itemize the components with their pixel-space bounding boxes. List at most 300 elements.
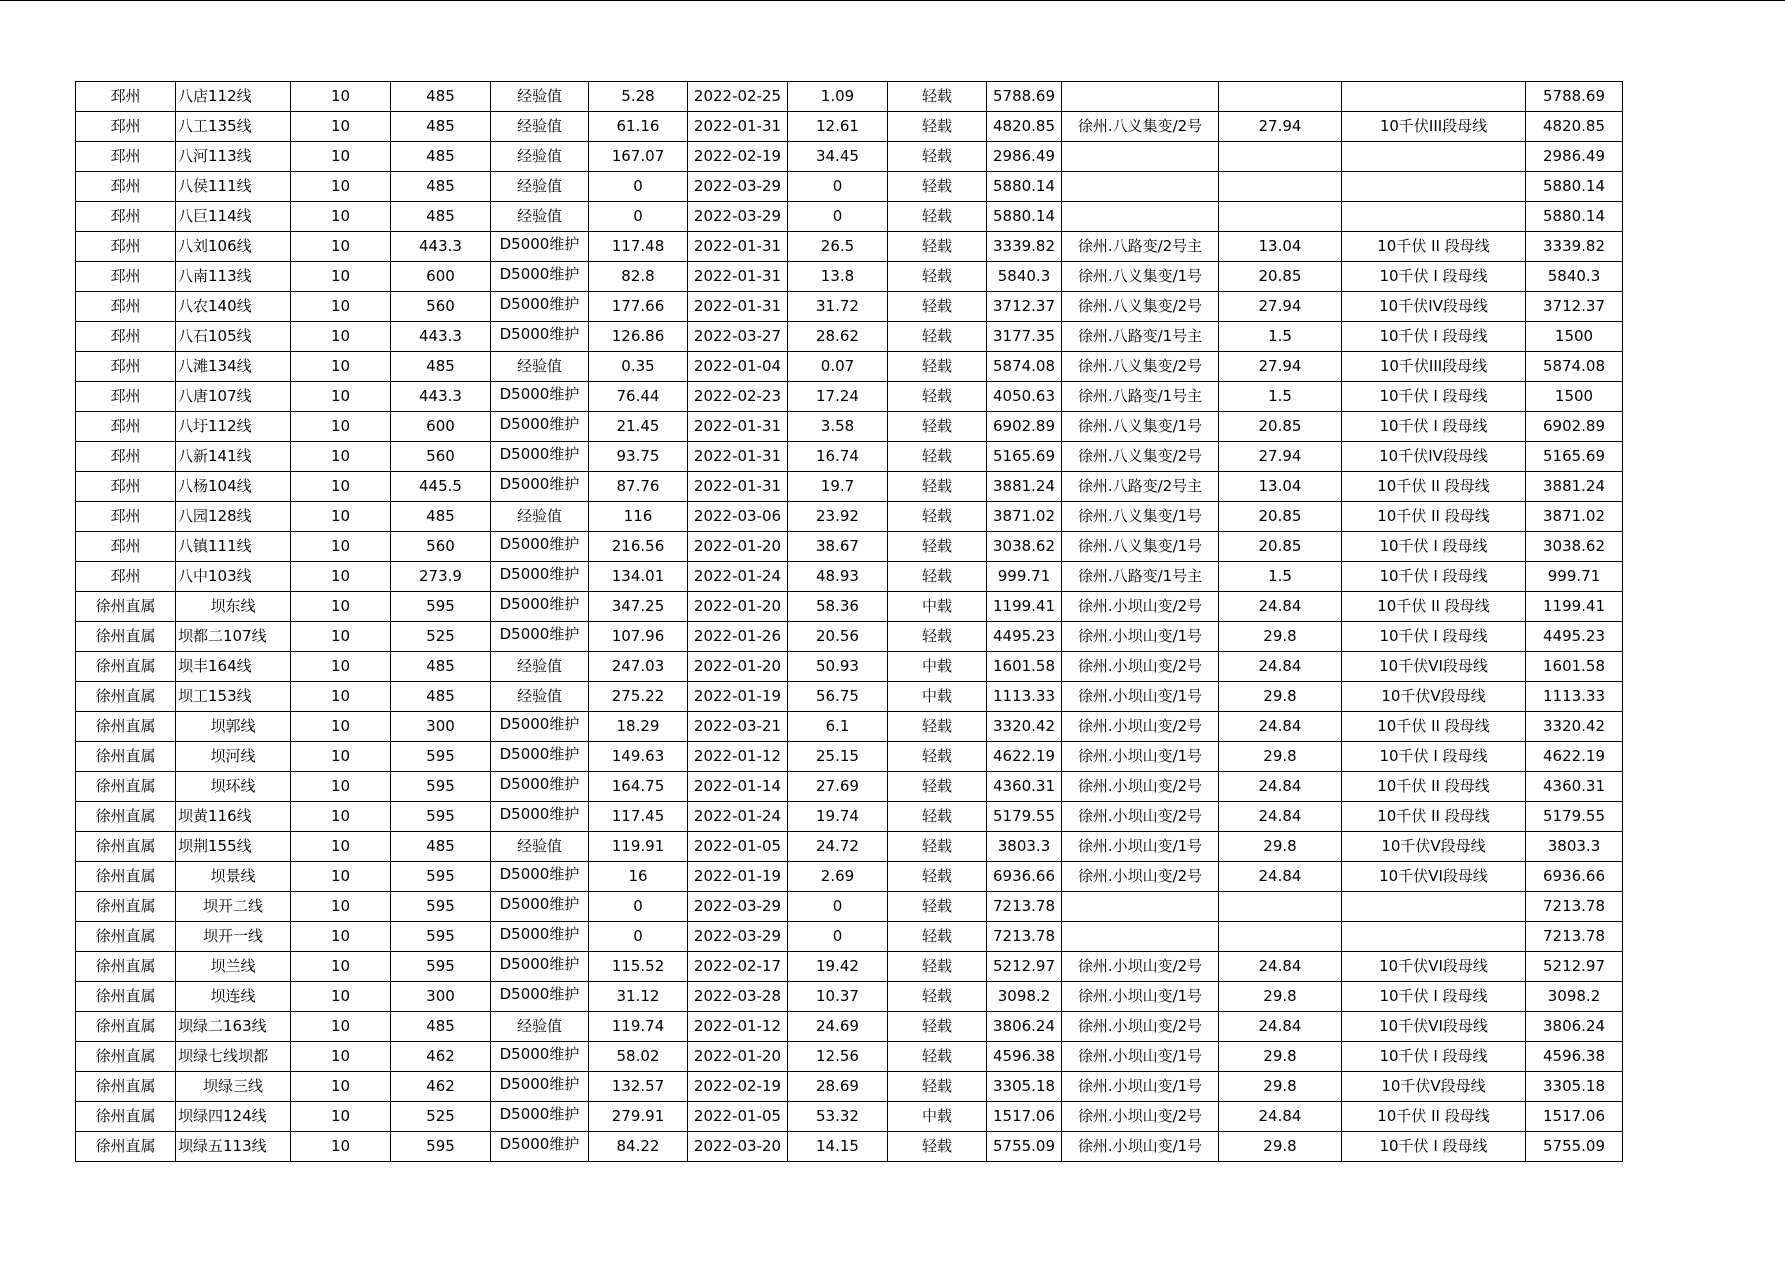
load-rate-cell: 25.15 — [788, 742, 888, 772]
available-capacity-cell: 3320.42 — [987, 712, 1062, 742]
district-cell: 徐州直属 — [76, 982, 176, 1012]
district-cell: 邳州 — [76, 112, 176, 142]
capacity-cell: 4360.31 — [1526, 772, 1623, 802]
district-cell: 徐州直属 — [76, 622, 176, 652]
load-status-cell: 轻载 — [888, 382, 987, 412]
date-cell: 2022-02-25 — [688, 82, 788, 112]
method-cell: D5000维护 — [491, 382, 589, 412]
current-cell: 0 — [589, 172, 688, 202]
capacity-cell: 3098.2 — [1526, 982, 1623, 1012]
voltage-cell: 10 — [291, 1042, 391, 1072]
table-row — [76, 952, 1623, 982]
busbar-cell: 10千伏 I 段母线 — [1342, 742, 1526, 772]
load-status-cell: 中载 — [888, 1102, 987, 1132]
substation-capacity-cell: 27.94 — [1219, 442, 1342, 472]
date-cell: 2022-02-23 — [688, 382, 788, 412]
available-capacity-cell: 5840.3 — [987, 262, 1062, 292]
district-cell: 邳州 — [76, 292, 176, 322]
substation-capacity-cell: 24.84 — [1219, 652, 1342, 682]
substation-cell — [1062, 892, 1219, 922]
table-row — [76, 292, 1623, 322]
load-rate-cell: 27.69 — [788, 772, 888, 802]
rated-current-cell: 273.9 — [391, 562, 491, 592]
line-name-cell: 坝景线 — [176, 862, 291, 892]
load-status-cell: 轻载 — [888, 1072, 987, 1102]
substation-cell: 徐州.八路变/1号主 — [1062, 382, 1219, 412]
capacity-cell: 5880.14 — [1526, 172, 1623, 202]
rated-current-cell: 595 — [391, 772, 491, 802]
method-cell: D5000维护 — [491, 622, 589, 652]
voltage-cell: 10 — [291, 592, 391, 622]
substation-cell: 徐州.八路变/2号主 — [1062, 232, 1219, 262]
table-row — [76, 922, 1623, 952]
load-status-cell: 中载 — [888, 682, 987, 712]
substation-capacity-cell: 29.8 — [1219, 982, 1342, 1012]
district-cell: 徐州直属 — [76, 712, 176, 742]
substation-capacity-cell: 24.84 — [1219, 862, 1342, 892]
table-row — [76, 532, 1623, 562]
table-row — [76, 262, 1623, 292]
voltage-cell: 10 — [291, 562, 391, 592]
rated-current-cell: 560 — [391, 292, 491, 322]
substation-cell: 徐州.小坝山变/1号 — [1062, 1042, 1219, 1072]
busbar-cell: 10千伏VI段母线 — [1342, 1012, 1526, 1042]
district-cell: 邳州 — [76, 322, 176, 352]
district-cell: 邳州 — [76, 82, 176, 112]
busbar-cell: 10千伏 I 段母线 — [1342, 562, 1526, 592]
current-cell: 119.91 — [589, 832, 688, 862]
busbar-cell: 10千伏III段母线 — [1342, 112, 1526, 142]
method-cell: D5000维护 — [491, 862, 589, 892]
line-name-cell: 八园128线 — [176, 502, 291, 532]
available-capacity-cell: 4495.23 — [987, 622, 1062, 652]
substation-capacity-cell — [1219, 142, 1342, 172]
date-cell: 2022-02-19 — [688, 1072, 788, 1102]
available-capacity-cell: 7213.78 — [987, 892, 1062, 922]
voltage-cell: 10 — [291, 652, 391, 682]
current-cell: 93.75 — [589, 442, 688, 472]
voltage-cell: 10 — [291, 292, 391, 322]
load-status-cell: 中载 — [888, 652, 987, 682]
line-name-cell: 八石105线 — [176, 322, 291, 352]
substation-capacity-cell: 29.8 — [1219, 682, 1342, 712]
load-status-cell: 轻载 — [888, 202, 987, 232]
district-cell: 徐州直属 — [76, 862, 176, 892]
rated-current-cell: 485 — [391, 112, 491, 142]
current-cell: 31.12 — [589, 982, 688, 1012]
load-rate-cell: 0 — [788, 922, 888, 952]
district-cell: 徐州直属 — [76, 742, 176, 772]
load-status-cell: 轻载 — [888, 772, 987, 802]
rated-current-cell: 462 — [391, 1042, 491, 1072]
method-cell: D5000维护 — [491, 982, 589, 1012]
rated-current-cell: 462 — [391, 1072, 491, 1102]
load-rate-cell: 34.45 — [788, 142, 888, 172]
date-cell: 2022-01-19 — [688, 862, 788, 892]
busbar-cell: 10千伏 II 段母线 — [1342, 1102, 1526, 1132]
rated-current-cell: 443.3 — [391, 232, 491, 262]
top-border-line — [0, 0, 1785, 1]
method-cell: D5000维护 — [491, 292, 589, 322]
load-status-cell: 中载 — [888, 592, 987, 622]
substation-capacity-cell — [1219, 82, 1342, 112]
current-cell: 275.22 — [589, 682, 688, 712]
voltage-cell: 10 — [291, 202, 391, 232]
substation-cell: 徐州.小坝山变/1号 — [1062, 1132, 1219, 1162]
capacity-cell: 5840.3 — [1526, 262, 1623, 292]
capacity-cell: 5874.08 — [1526, 352, 1623, 382]
substation-capacity-cell: 24.84 — [1219, 802, 1342, 832]
line-name-cell: 坝连线 — [176, 982, 291, 1012]
available-capacity-cell: 1601.58 — [987, 652, 1062, 682]
rated-current-cell: 525 — [391, 622, 491, 652]
current-cell: 82.8 — [589, 262, 688, 292]
substation-capacity-cell — [1219, 202, 1342, 232]
capacity-cell: 4622.19 — [1526, 742, 1623, 772]
method-cell: D5000维护 — [491, 1072, 589, 1102]
load-rate-cell: 14.15 — [788, 1132, 888, 1162]
voltage-cell: 10 — [291, 892, 391, 922]
rated-current-cell: 595 — [391, 802, 491, 832]
available-capacity-cell: 3177.35 — [987, 322, 1062, 352]
rated-current-cell: 560 — [391, 532, 491, 562]
current-cell: 5.28 — [589, 82, 688, 112]
voltage-cell: 10 — [291, 382, 391, 412]
table-row — [76, 592, 1623, 622]
line-name-cell: 八河113线 — [176, 142, 291, 172]
load-rate-cell: 24.69 — [788, 1012, 888, 1042]
rated-current-cell: 485 — [391, 202, 491, 232]
current-cell: 134.01 — [589, 562, 688, 592]
rated-current-cell: 485 — [391, 172, 491, 202]
voltage-cell: 10 — [291, 502, 391, 532]
district-cell: 徐州直属 — [76, 1072, 176, 1102]
capacity-cell: 4820.85 — [1526, 112, 1623, 142]
method-cell: 经验值 — [491, 832, 589, 862]
load-rate-cell: 0 — [788, 172, 888, 202]
capacity-cell: 5212.97 — [1526, 952, 1623, 982]
table-row — [76, 1012, 1623, 1042]
substation-cell: 徐州.八路变/1号主 — [1062, 562, 1219, 592]
load-rate-cell: 10.37 — [788, 982, 888, 1012]
capacity-cell: 3339.82 — [1526, 232, 1623, 262]
capacity-cell: 1113.33 — [1526, 682, 1623, 712]
substation-capacity-cell: 24.84 — [1219, 772, 1342, 802]
substation-cell — [1062, 172, 1219, 202]
line-name-cell: 坝绿二163线 — [176, 1012, 291, 1042]
load-status-cell: 轻载 — [888, 502, 987, 532]
load-status-cell: 轻载 — [888, 1012, 987, 1042]
substation-cell: 徐州.小坝山变/1号 — [1062, 982, 1219, 1012]
line-name-cell: 八新141线 — [176, 442, 291, 472]
date-cell: 2022-02-19 — [688, 142, 788, 172]
voltage-cell: 10 — [291, 1072, 391, 1102]
substation-capacity-cell: 24.84 — [1219, 1012, 1342, 1042]
load-status-cell: 轻载 — [888, 622, 987, 652]
district-cell: 邳州 — [76, 472, 176, 502]
substation-capacity-cell: 20.85 — [1219, 412, 1342, 442]
capacity-cell: 5880.14 — [1526, 202, 1623, 232]
substation-capacity-cell: 1.5 — [1219, 382, 1342, 412]
date-cell: 2022-01-20 — [688, 1042, 788, 1072]
line-name-cell: 八滩134线 — [176, 352, 291, 382]
table-row — [76, 232, 1623, 262]
load-rate-cell: 31.72 — [788, 292, 888, 322]
district-cell: 徐州直属 — [76, 652, 176, 682]
available-capacity-cell: 5880.14 — [987, 172, 1062, 202]
available-capacity-cell: 4820.85 — [987, 112, 1062, 142]
substation-capacity-cell: 29.8 — [1219, 1042, 1342, 1072]
rated-current-cell: 485 — [391, 82, 491, 112]
line-name-cell: 坝绿三线 — [176, 1072, 291, 1102]
current-cell: 117.45 — [589, 802, 688, 832]
load-status-cell: 轻载 — [888, 802, 987, 832]
table-row — [76, 1042, 1623, 1072]
voltage-cell: 10 — [291, 742, 391, 772]
substation-cell: 徐州.小坝山变/1号 — [1062, 682, 1219, 712]
line-name-cell: 八唐107线 — [176, 382, 291, 412]
voltage-cell: 10 — [291, 862, 391, 892]
capacity-cell: 1500 — [1526, 322, 1623, 352]
date-cell: 2022-01-20 — [688, 532, 788, 562]
voltage-cell: 10 — [291, 622, 391, 652]
substation-cell: 徐州.八义集变/2号 — [1062, 352, 1219, 382]
busbar-cell — [1342, 892, 1526, 922]
substation-capacity-cell: 24.84 — [1219, 592, 1342, 622]
table-row — [76, 562, 1623, 592]
busbar-cell: 10千伏 II 段母线 — [1342, 472, 1526, 502]
load-status-cell: 轻载 — [888, 742, 987, 772]
current-cell: 347.25 — [589, 592, 688, 622]
table-row — [76, 712, 1623, 742]
district-cell: 徐州直属 — [76, 952, 176, 982]
feeder-load-table — [75, 81, 1623, 1162]
table-row — [76, 412, 1623, 442]
district-cell: 邳州 — [76, 142, 176, 172]
date-cell: 2022-01-31 — [688, 472, 788, 502]
date-cell: 2022-01-12 — [688, 1012, 788, 1042]
voltage-cell: 10 — [291, 142, 391, 172]
busbar-cell: 10千伏 I 段母线 — [1342, 532, 1526, 562]
table-row — [76, 172, 1623, 202]
load-status-cell: 轻载 — [888, 292, 987, 322]
voltage-cell: 10 — [291, 1012, 391, 1042]
capacity-cell: 7213.78 — [1526, 892, 1623, 922]
current-cell: 84.22 — [589, 1132, 688, 1162]
method-cell: 经验值 — [491, 682, 589, 712]
busbar-cell: 10千伏 I 段母线 — [1342, 1132, 1526, 1162]
line-name-cell: 坝开一线 — [176, 922, 291, 952]
method-cell: 经验值 — [491, 352, 589, 382]
current-cell: 279.91 — [589, 1102, 688, 1132]
district-cell: 徐州直属 — [76, 832, 176, 862]
district-cell: 邳州 — [76, 232, 176, 262]
load-status-cell: 轻载 — [888, 262, 987, 292]
busbar-cell: 10千伏VI段母线 — [1342, 952, 1526, 982]
busbar-cell: 10千伏IV段母线 — [1342, 442, 1526, 472]
load-status-cell: 轻载 — [888, 232, 987, 262]
load-status-cell: 轻载 — [888, 922, 987, 952]
voltage-cell: 10 — [291, 472, 391, 502]
current-cell: 117.48 — [589, 232, 688, 262]
district-cell: 邳州 — [76, 562, 176, 592]
method-cell: D5000维护 — [491, 1102, 589, 1132]
busbar-cell: 10千伏 II 段母线 — [1342, 772, 1526, 802]
capacity-cell: 5788.69 — [1526, 82, 1623, 112]
busbar-cell — [1342, 82, 1526, 112]
line-name-cell: 八镇111线 — [176, 532, 291, 562]
line-name-cell: 坝绿四124线 — [176, 1102, 291, 1132]
capacity-cell: 4596.38 — [1526, 1042, 1623, 1072]
table-row — [76, 622, 1623, 652]
date-cell: 2022-01-31 — [688, 442, 788, 472]
date-cell: 2022-03-21 — [688, 712, 788, 742]
table-row — [76, 382, 1623, 412]
load-status-cell: 轻载 — [888, 862, 987, 892]
load-status-cell: 轻载 — [888, 832, 987, 862]
busbar-cell: 10千伏VI段母线 — [1342, 652, 1526, 682]
voltage-cell: 10 — [291, 82, 391, 112]
busbar-cell — [1342, 922, 1526, 952]
load-status-cell: 轻载 — [888, 562, 987, 592]
table-row — [76, 502, 1623, 532]
rated-current-cell: 300 — [391, 982, 491, 1012]
rated-current-cell: 595 — [391, 592, 491, 622]
method-cell: D5000维护 — [491, 772, 589, 802]
load-status-cell: 轻载 — [888, 112, 987, 142]
current-cell: 0 — [589, 892, 688, 922]
method-cell: 经验值 — [491, 142, 589, 172]
district-cell: 邳州 — [76, 442, 176, 472]
table-row — [76, 802, 1623, 832]
date-cell: 2022-03-06 — [688, 502, 788, 532]
substation-capacity-cell: 1.5 — [1219, 322, 1342, 352]
capacity-cell: 3038.62 — [1526, 532, 1623, 562]
rated-current-cell: 600 — [391, 412, 491, 442]
capacity-cell: 999.71 — [1526, 562, 1623, 592]
method-cell: 经验值 — [491, 652, 589, 682]
rated-current-cell: 443.3 — [391, 382, 491, 412]
date-cell: 2022-01-20 — [688, 592, 788, 622]
date-cell: 2022-03-27 — [688, 322, 788, 352]
load-rate-cell: 19.74 — [788, 802, 888, 832]
rated-current-cell: 525 — [391, 1102, 491, 1132]
substation-capacity-cell: 29.8 — [1219, 1132, 1342, 1162]
voltage-cell: 10 — [291, 172, 391, 202]
available-capacity-cell: 5788.69 — [987, 82, 1062, 112]
voltage-cell: 10 — [291, 322, 391, 352]
table-row — [76, 322, 1623, 352]
capacity-cell: 1199.41 — [1526, 592, 1623, 622]
available-capacity-cell: 4622.19 — [987, 742, 1062, 772]
load-status-cell: 轻载 — [888, 412, 987, 442]
load-rate-cell: 17.24 — [788, 382, 888, 412]
available-capacity-cell: 6936.66 — [987, 862, 1062, 892]
current-cell: 116 — [589, 502, 688, 532]
available-capacity-cell: 2986.49 — [987, 142, 1062, 172]
table-row — [76, 442, 1623, 472]
table-row — [76, 1102, 1623, 1132]
load-status-cell: 轻载 — [888, 712, 987, 742]
load-rate-cell: 6.1 — [788, 712, 888, 742]
load-rate-cell: 12.56 — [788, 1042, 888, 1072]
current-cell: 167.07 — [589, 142, 688, 172]
load-rate-cell: 0.07 — [788, 352, 888, 382]
method-cell: 经验值 — [491, 202, 589, 232]
voltage-cell: 10 — [291, 982, 391, 1012]
capacity-cell: 3803.3 — [1526, 832, 1623, 862]
available-capacity-cell: 6902.89 — [987, 412, 1062, 442]
substation-capacity-cell: 20.85 — [1219, 532, 1342, 562]
substation-cell: 徐州.小坝山变/2号 — [1062, 1102, 1219, 1132]
date-cell: 2022-03-20 — [688, 1132, 788, 1162]
line-name-cell: 八店112线 — [176, 82, 291, 112]
substation-cell: 徐州.小坝山变/2号 — [1062, 712, 1219, 742]
available-capacity-cell: 5874.08 — [987, 352, 1062, 382]
capacity-cell: 1517.06 — [1526, 1102, 1623, 1132]
substation-cell: 徐州.小坝山变/2号 — [1062, 592, 1219, 622]
line-name-cell: 八南113线 — [176, 262, 291, 292]
current-cell: 0 — [589, 202, 688, 232]
rated-current-cell: 595 — [391, 742, 491, 772]
available-capacity-cell: 3305.18 — [987, 1072, 1062, 1102]
rated-current-cell: 485 — [391, 682, 491, 712]
table-row — [76, 82, 1623, 112]
date-cell: 2022-03-29 — [688, 172, 788, 202]
current-cell: 119.74 — [589, 1012, 688, 1042]
district-cell: 徐州直属 — [76, 772, 176, 802]
substation-capacity-cell — [1219, 922, 1342, 952]
capacity-cell: 3806.24 — [1526, 1012, 1623, 1042]
method-cell: D5000维护 — [491, 592, 589, 622]
date-cell: 2022-03-29 — [688, 892, 788, 922]
busbar-cell: 10千伏 I 段母线 — [1342, 622, 1526, 652]
load-status-cell: 轻载 — [888, 142, 987, 172]
line-name-cell: 八侯111线 — [176, 172, 291, 202]
capacity-cell: 6936.66 — [1526, 862, 1623, 892]
date-cell: 2022-01-24 — [688, 562, 788, 592]
date-cell: 2022-01-26 — [688, 622, 788, 652]
load-status-cell: 轻载 — [888, 322, 987, 352]
voltage-cell: 10 — [291, 832, 391, 862]
rated-current-cell: 485 — [391, 1012, 491, 1042]
voltage-cell: 10 — [291, 682, 391, 712]
load-rate-cell: 23.92 — [788, 502, 888, 532]
load-status-cell: 轻载 — [888, 82, 987, 112]
date-cell: 2022-01-24 — [688, 802, 788, 832]
load-rate-cell: 13.8 — [788, 262, 888, 292]
current-cell: 0 — [589, 922, 688, 952]
available-capacity-cell: 1517.06 — [987, 1102, 1062, 1132]
load-status-cell: 轻载 — [888, 892, 987, 922]
capacity-cell: 5165.69 — [1526, 442, 1623, 472]
date-cell: 2022-01-05 — [688, 832, 788, 862]
district-cell: 徐州直属 — [76, 682, 176, 712]
method-cell: D5000维护 — [491, 892, 589, 922]
rated-current-cell: 485 — [391, 352, 491, 382]
voltage-cell: 10 — [291, 712, 391, 742]
substation-cell: 徐州.八路变/1号主 — [1062, 322, 1219, 352]
available-capacity-cell: 3038.62 — [987, 532, 1062, 562]
method-cell: D5000维护 — [491, 922, 589, 952]
load-rate-cell: 50.93 — [788, 652, 888, 682]
date-cell: 2022-01-31 — [688, 292, 788, 322]
district-cell: 邳州 — [76, 412, 176, 442]
rated-current-cell: 595 — [391, 922, 491, 952]
rated-current-cell: 595 — [391, 952, 491, 982]
voltage-cell: 10 — [291, 1132, 391, 1162]
voltage-cell: 10 — [291, 952, 391, 982]
